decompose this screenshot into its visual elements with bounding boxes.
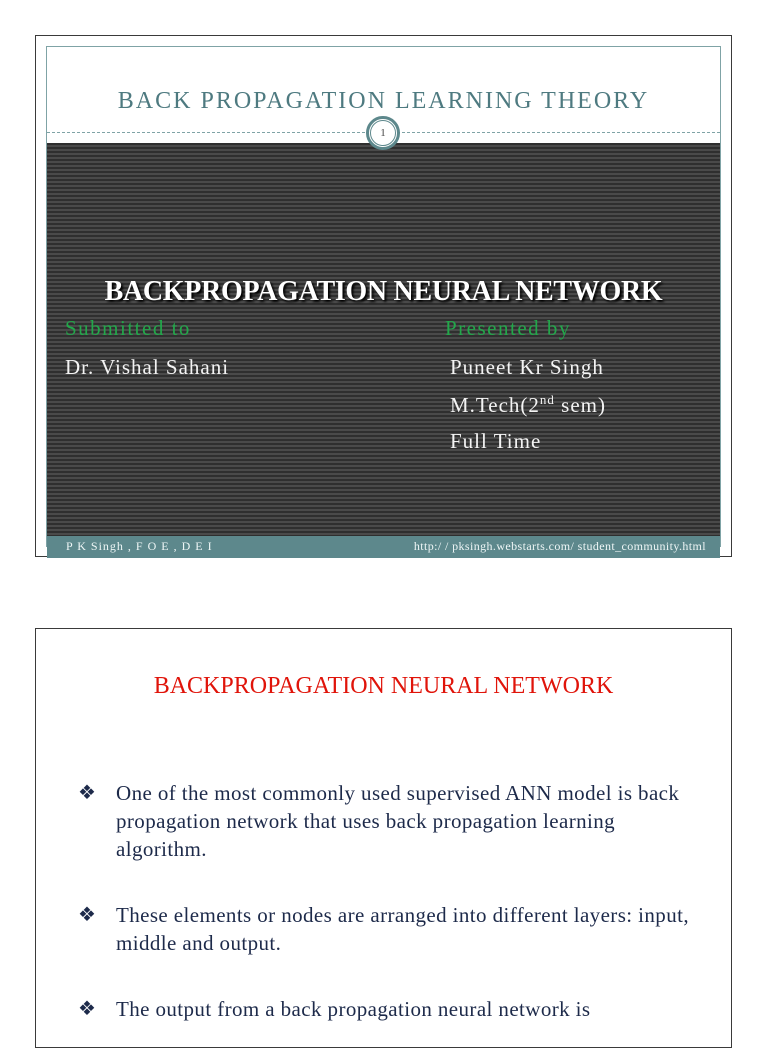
presenter-course xyxy=(450,392,606,418)
presented-by-label: Presented by xyxy=(445,316,571,340)
slide-footer xyxy=(47,536,720,558)
course-suffix: sem) xyxy=(554,393,606,417)
title-slide xyxy=(35,35,732,557)
diamond-bullet-icon: ❖ xyxy=(78,782,96,804)
content-slide-title: BACKPROPAGATION NEURAL NETWORK xyxy=(153,673,614,699)
presenter-mode: Full Time xyxy=(450,429,542,453)
title-slide-frame xyxy=(46,46,721,553)
course-prefix: M.Tech(2 xyxy=(450,393,540,417)
main-title: BACKPROPAGATION NEURAL NETWORK xyxy=(104,276,663,307)
diamond-bullet-icon: ❖ xyxy=(78,904,96,926)
footer-url: http:/ / pksingh.webstarts.com/ student_community.html xyxy=(413,539,706,553)
bullet-item xyxy=(78,995,698,1023)
page-number-badge xyxy=(366,116,400,150)
page-number: 1 xyxy=(370,120,396,146)
bullet-text: These elements or nodes are arranged into different layers: input, middle and output. xyxy=(116,903,689,955)
content-slide xyxy=(35,628,732,1048)
course-superscript: nd xyxy=(539,392,555,407)
title-panel xyxy=(47,143,720,537)
footer-author: P K Singh , F O E , D E I xyxy=(66,539,213,553)
submitted-to-name: Dr. Vishal Sahani xyxy=(65,355,230,379)
header-title: BACK PROPAGATION LEARNING THEORY xyxy=(117,88,650,114)
submitted-to-label: Submitted to xyxy=(65,316,191,340)
diamond-bullet-icon: ❖ xyxy=(78,998,96,1020)
bullet-item xyxy=(78,901,698,957)
bullet-text: The output from a back propagation neural network is xyxy=(116,997,591,1021)
bullet-text: One of the most commonly used supervised ANN model is back propagation network that uses back propagation learning algorithm. xyxy=(116,781,680,861)
bullet-item xyxy=(78,779,698,863)
presenter-name: Puneet Kr Singh xyxy=(450,355,604,379)
